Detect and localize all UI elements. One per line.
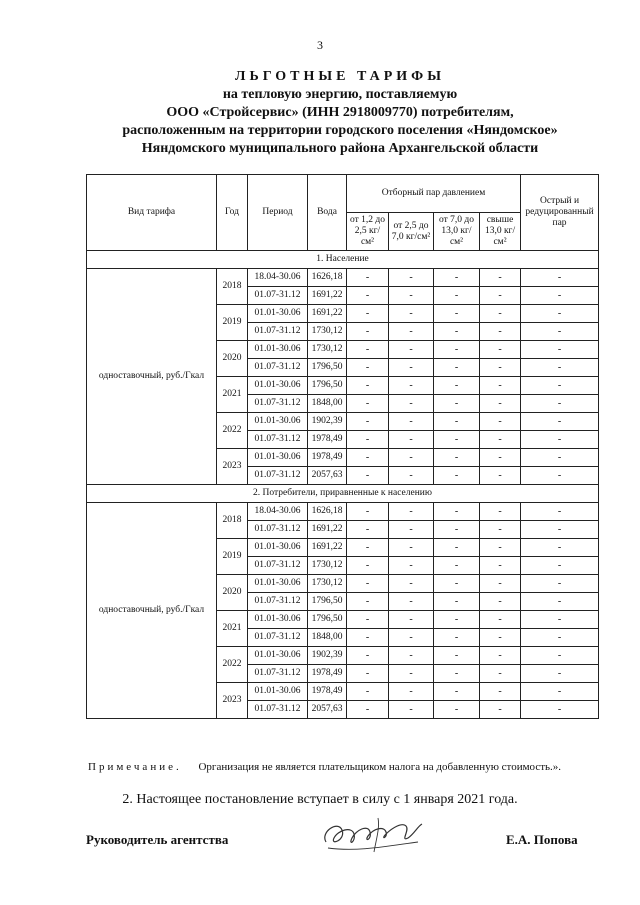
dash-cell: -	[480, 575, 521, 593]
dash-cell: -	[521, 341, 599, 359]
dash-cell: -	[480, 305, 521, 323]
dash-cell: -	[389, 395, 434, 413]
period-cell: 01.01-30.06	[248, 305, 308, 323]
dash-cell: -	[434, 611, 480, 629]
header-pressure-2: от 2,5 до 7,0 кг/см²	[389, 213, 434, 251]
dash-cell: -	[480, 269, 521, 287]
dash-cell: -	[480, 683, 521, 701]
dash-cell: -	[480, 665, 521, 683]
dash-cell: -	[434, 395, 480, 413]
header-period: Период	[248, 175, 308, 251]
dash-cell: -	[434, 269, 480, 287]
dash-cell: -	[389, 503, 434, 521]
header-pressure-1: от 1,2 до 2,5 кг/см²	[347, 213, 389, 251]
title-line-5: Няндомского муниципального района Архангельской области	[141, 141, 539, 156]
year-cell: 2018	[217, 269, 248, 305]
dash-cell: -	[434, 431, 480, 449]
water-cell: 1978,49	[308, 431, 347, 449]
table-row	[87, 503, 599, 521]
dash-cell: -	[521, 611, 599, 629]
dash-cell: -	[480, 557, 521, 575]
dash-cell: -	[480, 449, 521, 467]
dash-cell: -	[434, 413, 480, 431]
dash-cell: -	[521, 593, 599, 611]
dash-cell: -	[434, 701, 480, 719]
dash-cell: -	[347, 539, 389, 557]
header-steam-group: Отборный пар давлением	[347, 175, 521, 213]
dash-cell: -	[347, 377, 389, 395]
dash-cell: -	[480, 359, 521, 377]
dash-cell: -	[480, 377, 521, 395]
dash-cell: -	[521, 665, 599, 683]
dash-cell: -	[480, 701, 521, 719]
dash-cell: -	[480, 593, 521, 611]
water-cell: 2057,63	[308, 701, 347, 719]
dash-cell: -	[480, 539, 521, 557]
dash-cell: -	[347, 665, 389, 683]
dash-cell: -	[480, 611, 521, 629]
signatory-name: Е.А. Попова	[506, 832, 578, 847]
dash-cell: -	[434, 305, 480, 323]
dash-cell: -	[389, 449, 434, 467]
dash-cell: -	[434, 449, 480, 467]
dash-cell: -	[347, 593, 389, 611]
decree-text: 2. Настоящее постановление вступает в силу с 1 января 2021 года.	[122, 792, 518, 807]
header-pressure-3: от 7,0 до 13,0 кг/см²	[434, 213, 480, 251]
page-number: 3	[317, 38, 323, 52]
dash-cell: -	[347, 395, 389, 413]
dash-cell: -	[480, 341, 521, 359]
dash-cell: -	[521, 287, 599, 305]
water-cell: 1796,50	[308, 611, 347, 629]
tariff-table	[86, 174, 599, 719]
dash-cell: -	[347, 557, 389, 575]
period-cell: 01.07-31.12	[248, 323, 308, 341]
dash-cell: -	[389, 377, 434, 395]
period-cell: 01.07-31.12	[248, 593, 308, 611]
header-year: Год	[217, 175, 248, 251]
period-cell: 01.01-30.06	[248, 683, 308, 701]
title-heading: ЛЬГОТНЫЕ ТАРИФЫ	[235, 69, 445, 84]
document-title	[40, 68, 640, 158]
period-cell: 01.07-31.12	[248, 395, 308, 413]
dash-cell: -	[434, 683, 480, 701]
period-cell: 01.07-31.12	[248, 665, 308, 683]
table-body	[87, 251, 599, 719]
period-cell: 01.01-30.06	[248, 413, 308, 431]
dash-cell: -	[347, 287, 389, 305]
title-line-4: расположенным на территории городского поселения «Няндомское»	[122, 123, 558, 138]
period-cell: 01.07-31.12	[248, 557, 308, 575]
section-row	[87, 485, 599, 503]
dash-cell: -	[389, 431, 434, 449]
period-cell: 01.01-30.06	[248, 341, 308, 359]
dash-cell: -	[389, 557, 434, 575]
dash-cell: -	[347, 521, 389, 539]
dash-cell: -	[347, 503, 389, 521]
note	[88, 761, 618, 773]
dash-cell: -	[521, 377, 599, 395]
period-cell: 01.01-30.06	[248, 539, 308, 557]
dash-cell: -	[434, 377, 480, 395]
dash-cell: -	[434, 629, 480, 647]
title-line-3: ООО «Стройсервис» (ИНН 2918009770) потребителям,	[166, 105, 514, 120]
dash-cell: -	[480, 647, 521, 665]
water-cell: 1796,50	[308, 593, 347, 611]
period-cell: 01.01-30.06	[248, 449, 308, 467]
dash-cell: -	[434, 467, 480, 485]
dash-cell: -	[521, 575, 599, 593]
note-label: Примечание.	[88, 761, 182, 773]
dash-cell: -	[347, 305, 389, 323]
year-cell: 2018	[217, 503, 248, 539]
dash-cell: -	[347, 269, 389, 287]
dash-cell: -	[480, 467, 521, 485]
dash-cell: -	[434, 287, 480, 305]
dash-cell: -	[434, 503, 480, 521]
dash-cell: -	[347, 647, 389, 665]
water-cell: 1796,50	[308, 359, 347, 377]
year-cell: 2020	[217, 575, 248, 611]
title-line-2: на тепловую энергию, поставляемую	[222, 87, 458, 102]
section-title: 1. Население	[87, 251, 599, 269]
dash-cell: -	[347, 323, 389, 341]
dash-cell: -	[521, 503, 599, 521]
water-cell: 1730,12	[308, 557, 347, 575]
period-cell: 01.01-30.06	[248, 647, 308, 665]
dash-cell: -	[521, 269, 599, 287]
dash-cell: -	[389, 701, 434, 719]
dash-cell: -	[480, 395, 521, 413]
year-cell: 2019	[217, 305, 248, 341]
dash-cell: -	[389, 359, 434, 377]
dash-cell: -	[389, 341, 434, 359]
period-cell: 18.04-30.06	[248, 269, 308, 287]
dash-cell: -	[521, 449, 599, 467]
header-pressure-4: свыше 13,0 кг/см²	[480, 213, 521, 251]
year-cell: 2021	[217, 377, 248, 413]
dash-cell: -	[480, 503, 521, 521]
dash-cell: -	[521, 521, 599, 539]
year-cell: 2021	[217, 611, 248, 647]
dash-cell: -	[389, 629, 434, 647]
dash-cell: -	[347, 359, 389, 377]
water-cell: 1848,00	[308, 395, 347, 413]
dash-cell: -	[434, 557, 480, 575]
period-cell: 01.07-31.12	[248, 467, 308, 485]
water-cell: 1691,22	[308, 521, 347, 539]
dash-cell: -	[480, 629, 521, 647]
dash-cell: -	[434, 593, 480, 611]
water-cell: 1691,22	[308, 539, 347, 557]
dash-cell: -	[347, 467, 389, 485]
note-text: Организация не является плательщиком налога на добавленную стоимость.».	[198, 761, 562, 773]
dash-cell: -	[434, 647, 480, 665]
dash-cell: -	[347, 611, 389, 629]
year-cell: 2020	[217, 341, 248, 377]
tariff-type-cell: одноставочный, руб./Гкал	[87, 269, 217, 485]
water-cell: 1691,22	[308, 305, 347, 323]
year-cell: 2022	[217, 647, 248, 683]
dash-cell: -	[347, 683, 389, 701]
dash-cell: -	[389, 413, 434, 431]
year-cell: 2019	[217, 539, 248, 575]
water-cell: 1730,12	[308, 323, 347, 341]
year-cell: 2022	[217, 413, 248, 449]
water-cell: 1978,49	[308, 449, 347, 467]
water-cell: 1902,39	[308, 413, 347, 431]
section-row	[87, 251, 599, 269]
dash-cell: -	[389, 467, 434, 485]
dash-cell: -	[434, 665, 480, 683]
dash-cell: -	[521, 395, 599, 413]
section-title: 2. Потребители, приравненные к населению	[87, 485, 599, 503]
period-cell: 18.04-30.06	[248, 503, 308, 521]
dash-cell: -	[521, 323, 599, 341]
period-cell: 01.07-31.12	[248, 629, 308, 647]
water-cell: 1848,00	[308, 629, 347, 647]
dash-cell: -	[347, 701, 389, 719]
dash-cell: -	[434, 341, 480, 359]
water-cell: 2057,63	[308, 467, 347, 485]
water-cell: 1978,49	[308, 683, 347, 701]
signatory-title: Руководитель агентства	[86, 832, 229, 847]
dash-cell: -	[389, 539, 434, 557]
dash-cell: -	[347, 413, 389, 431]
dash-cell: -	[389, 269, 434, 287]
dash-cell: -	[389, 593, 434, 611]
period-cell: 01.01-30.06	[248, 611, 308, 629]
period-cell: 01.01-30.06	[248, 377, 308, 395]
period-cell: 01.07-31.12	[248, 359, 308, 377]
dash-cell: -	[521, 539, 599, 557]
dash-cell: -	[389, 305, 434, 323]
year-cell: 2023	[217, 449, 248, 485]
dash-cell: -	[521, 701, 599, 719]
water-cell: 1626,18	[308, 503, 347, 521]
dash-cell: -	[480, 431, 521, 449]
tariff-type-cell: одноставочный, руб./Гкал	[87, 503, 217, 719]
dash-cell: -	[434, 521, 480, 539]
dash-cell: -	[389, 323, 434, 341]
dash-cell: -	[521, 431, 599, 449]
dash-cell: -	[434, 323, 480, 341]
dash-cell: -	[480, 413, 521, 431]
dash-cell: -	[521, 683, 599, 701]
dash-cell: -	[389, 611, 434, 629]
table-row	[87, 269, 599, 287]
water-cell: 1691,22	[308, 287, 347, 305]
dash-cell: -	[389, 665, 434, 683]
dash-cell: -	[347, 341, 389, 359]
water-cell: 1730,12	[308, 341, 347, 359]
water-cell: 1902,39	[308, 647, 347, 665]
header-tariff-type: Вид тарифа	[87, 175, 217, 251]
header-water: Вода	[308, 175, 347, 251]
dash-cell: -	[480, 287, 521, 305]
dash-cell: -	[347, 449, 389, 467]
header-sharp-steam: Острый и редуцированный пар	[521, 175, 599, 251]
dash-cell: -	[521, 557, 599, 575]
water-cell: 1730,12	[308, 575, 347, 593]
period-cell: 01.07-31.12	[248, 431, 308, 449]
period-cell: 01.07-31.12	[248, 521, 308, 539]
dash-cell: -	[389, 683, 434, 701]
dash-cell: -	[434, 539, 480, 557]
dash-cell: -	[521, 305, 599, 323]
period-cell: 01.07-31.12	[248, 701, 308, 719]
dash-cell: -	[389, 575, 434, 593]
dash-cell: -	[434, 575, 480, 593]
dash-cell: -	[389, 647, 434, 665]
dash-cell: -	[521, 467, 599, 485]
dash-cell: -	[521, 647, 599, 665]
water-cell: 1626,18	[308, 269, 347, 287]
handwritten-signature	[318, 812, 428, 860]
period-cell: 01.01-30.06	[248, 575, 308, 593]
dash-cell: -	[347, 629, 389, 647]
water-cell: 1978,49	[308, 665, 347, 683]
dash-cell: -	[521, 629, 599, 647]
dash-cell: -	[434, 359, 480, 377]
year-cell: 2023	[217, 683, 248, 719]
dash-cell: -	[389, 287, 434, 305]
dash-cell: -	[521, 413, 599, 431]
dash-cell: -	[347, 431, 389, 449]
dash-cell: -	[480, 521, 521, 539]
dash-cell: -	[521, 359, 599, 377]
dash-cell: -	[480, 323, 521, 341]
water-cell: 1796,50	[308, 377, 347, 395]
period-cell: 01.07-31.12	[248, 287, 308, 305]
dash-cell: -	[347, 575, 389, 593]
dash-cell: -	[389, 521, 434, 539]
